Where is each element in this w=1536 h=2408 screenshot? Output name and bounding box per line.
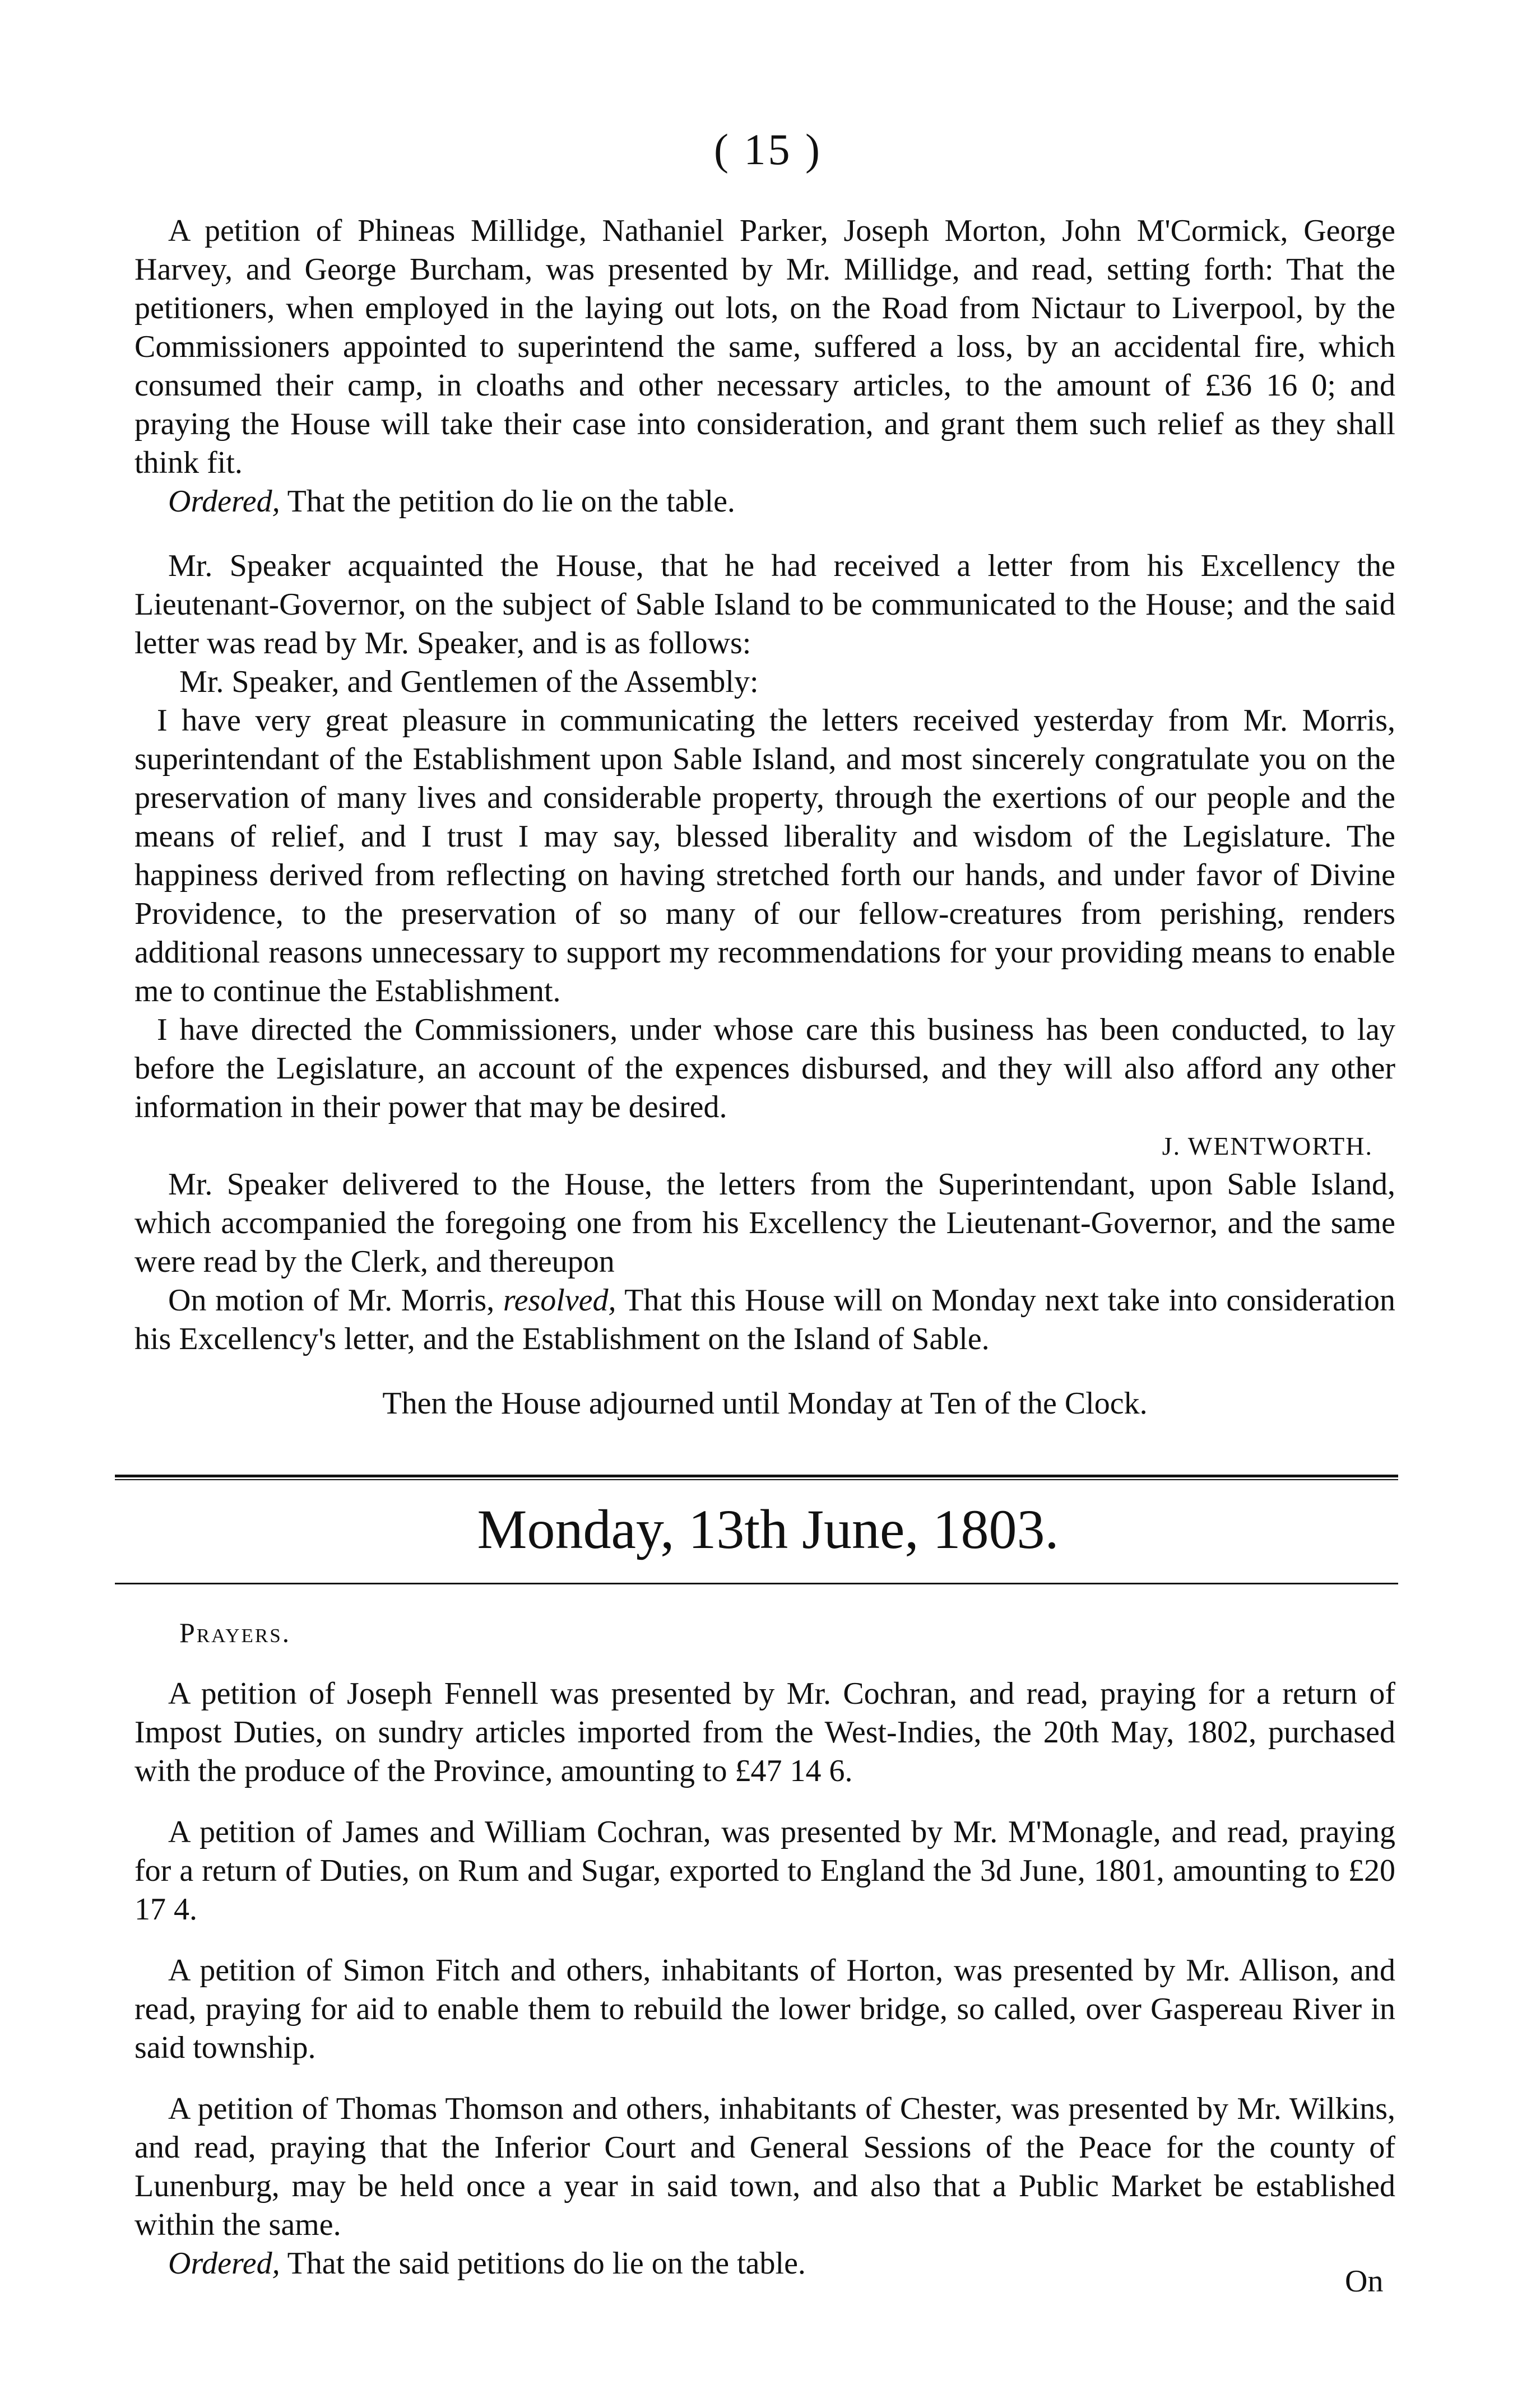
- ordered-line-2: [134, 2244, 1395, 2283]
- catchword: On: [1345, 2264, 1384, 2299]
- letter-paragraph-2: I have directed the Commissioners, under whose care this business has been conducted, to lay before the Legislature, an account of the expences disbursed, and they will also afford any other information in their power that may be desired.: [134, 1012, 1395, 1124]
- date-heading: Monday, 13th June, 1803.: [477, 1498, 1059, 1560]
- ordered-text-2: That the said petitions do lie on the table.: [287, 2246, 806, 2281]
- motion-prefix: On motion of Mr. Morris,: [168, 1283, 495, 1318]
- adjournment-line: Then the House adjourned until Monday at Ten of the Clock.: [382, 1386, 1148, 1421]
- ordered-line-1: [134, 482, 1395, 521]
- petition-fitch: A petition of Simon Fitch and others, inhabitants of Horton, was presented by Mr. Allison, and read, praying for aid to enable them to rebuild the lower bridge, so called, over Gaspereau River in said township.: [134, 1953, 1395, 2065]
- petition-cochran: A petition of James and William Cochran, was presented by Mr. M'Monagle, and read, praying for a return of Duties, on Rum and Sugar, exported to England the 3d June, 1801, amounting to £20 17 4.: [134, 1815, 1395, 1927]
- ordered-text: That the petition do lie on the table.: [287, 484, 735, 519]
- ordered-label-2: Ordered,: [168, 2246, 280, 2281]
- heading-rule-bottom: [115, 1583, 1398, 1584]
- ordered-label: Ordered,: [168, 484, 280, 519]
- petition-millidge: A petition of Phineas Millidge, Nathaniel Parker, Joseph Morton, John M'Cormick, George Harvey, and George Burcham, was presented by Mr. Millidge, and read, setting forth: That the petitioners, when employed in the laying out lots, on the Road from Nictaur to Liverpool, by the Commissioners appointed to superintend the same, suffered a loss, by an accidental fire, which consumed their camp, in cloaths and other necessary articles, to the amount of £36 16 0; and praying the House will take their case into consideration, and grant them such relief as they shall think fit.: [134, 213, 1395, 480]
- heading-rule-top-thin: [115, 1479, 1398, 1480]
- motion-resolved: resolved,: [503, 1283, 616, 1318]
- letter-signature: J. WENTWORTH.: [1162, 1132, 1373, 1160]
- motion-paragraph: [134, 1281, 1395, 1359]
- petition-thomson: A petition of Thomas Thomson and others, inhabitants of Chester, was presented by Mr. Wilkins, and read, praying that the Inferior Court and General Sessions of the Peace for the county of Lunenburg, may be held once a year in said town, and also that a Public Market be established within the same.: [134, 2091, 1395, 2242]
- letter-paragraph-1: I have very great pleasure in communicating the letters received yesterday from Mr. Morris, superintendant of the Establishment upon Sable Island, and most sincerely congratulate you on the preservation of many lives and considerable property, through the exertions of our people and the means of relief, and I trust I may say, blessed liberality and wisdom of the Legislature. The happiness derived from reflecting on having stretched forth our hands, and under favor of Divine Providence, to the preservation of so many of our fellow-creatures from perishing, renders additional reasons unnecessary to support my recommendations for your providing means to enable me to continue the Establishment.: [134, 703, 1395, 1008]
- petition-fennell: A petition of Joseph Fennell was presented by Mr. Cochran, and read, praying for a return of Impost Duties, on sundry articles imported from the West-Indies, the 20th May, 1802, purchased with the produce of the Province, amounting to £47 14 6.: [134, 1676, 1395, 1788]
- letter-salutation: Mr. Speaker, and Gentlemen of the Assembly:: [179, 664, 759, 699]
- page-number: ( 15 ): [714, 125, 822, 174]
- heading-rule-top: [115, 1475, 1398, 1477]
- motion-text: That this House will on Monday next take into consideration his Excellency's letter, and the Establishment on the Island of Sable.: [134, 1283, 1396, 1356]
- prayers-label: Prayers.: [179, 1617, 291, 1648]
- speaker-delivered: Mr. Speaker delivered to the House, the letters from the Superintendant, upon Sable Island, which accompanied the foregoing one from his Excellency the Lieutenant-Governor, and the same were read by the Clerk, and thereupon: [134, 1167, 1395, 1279]
- top-section: [134, 212, 1395, 1423]
- speaker-intro: Mr. Speaker acquainted the House, that he had received a letter from his Excellency the Lieutenant-Governor, on the subject of Sable Island to be communicated to the House; and the said letter was read by Mr. Speaker, and is as follows:: [134, 548, 1395, 661]
- bottom-section: [134, 1614, 1395, 2283]
